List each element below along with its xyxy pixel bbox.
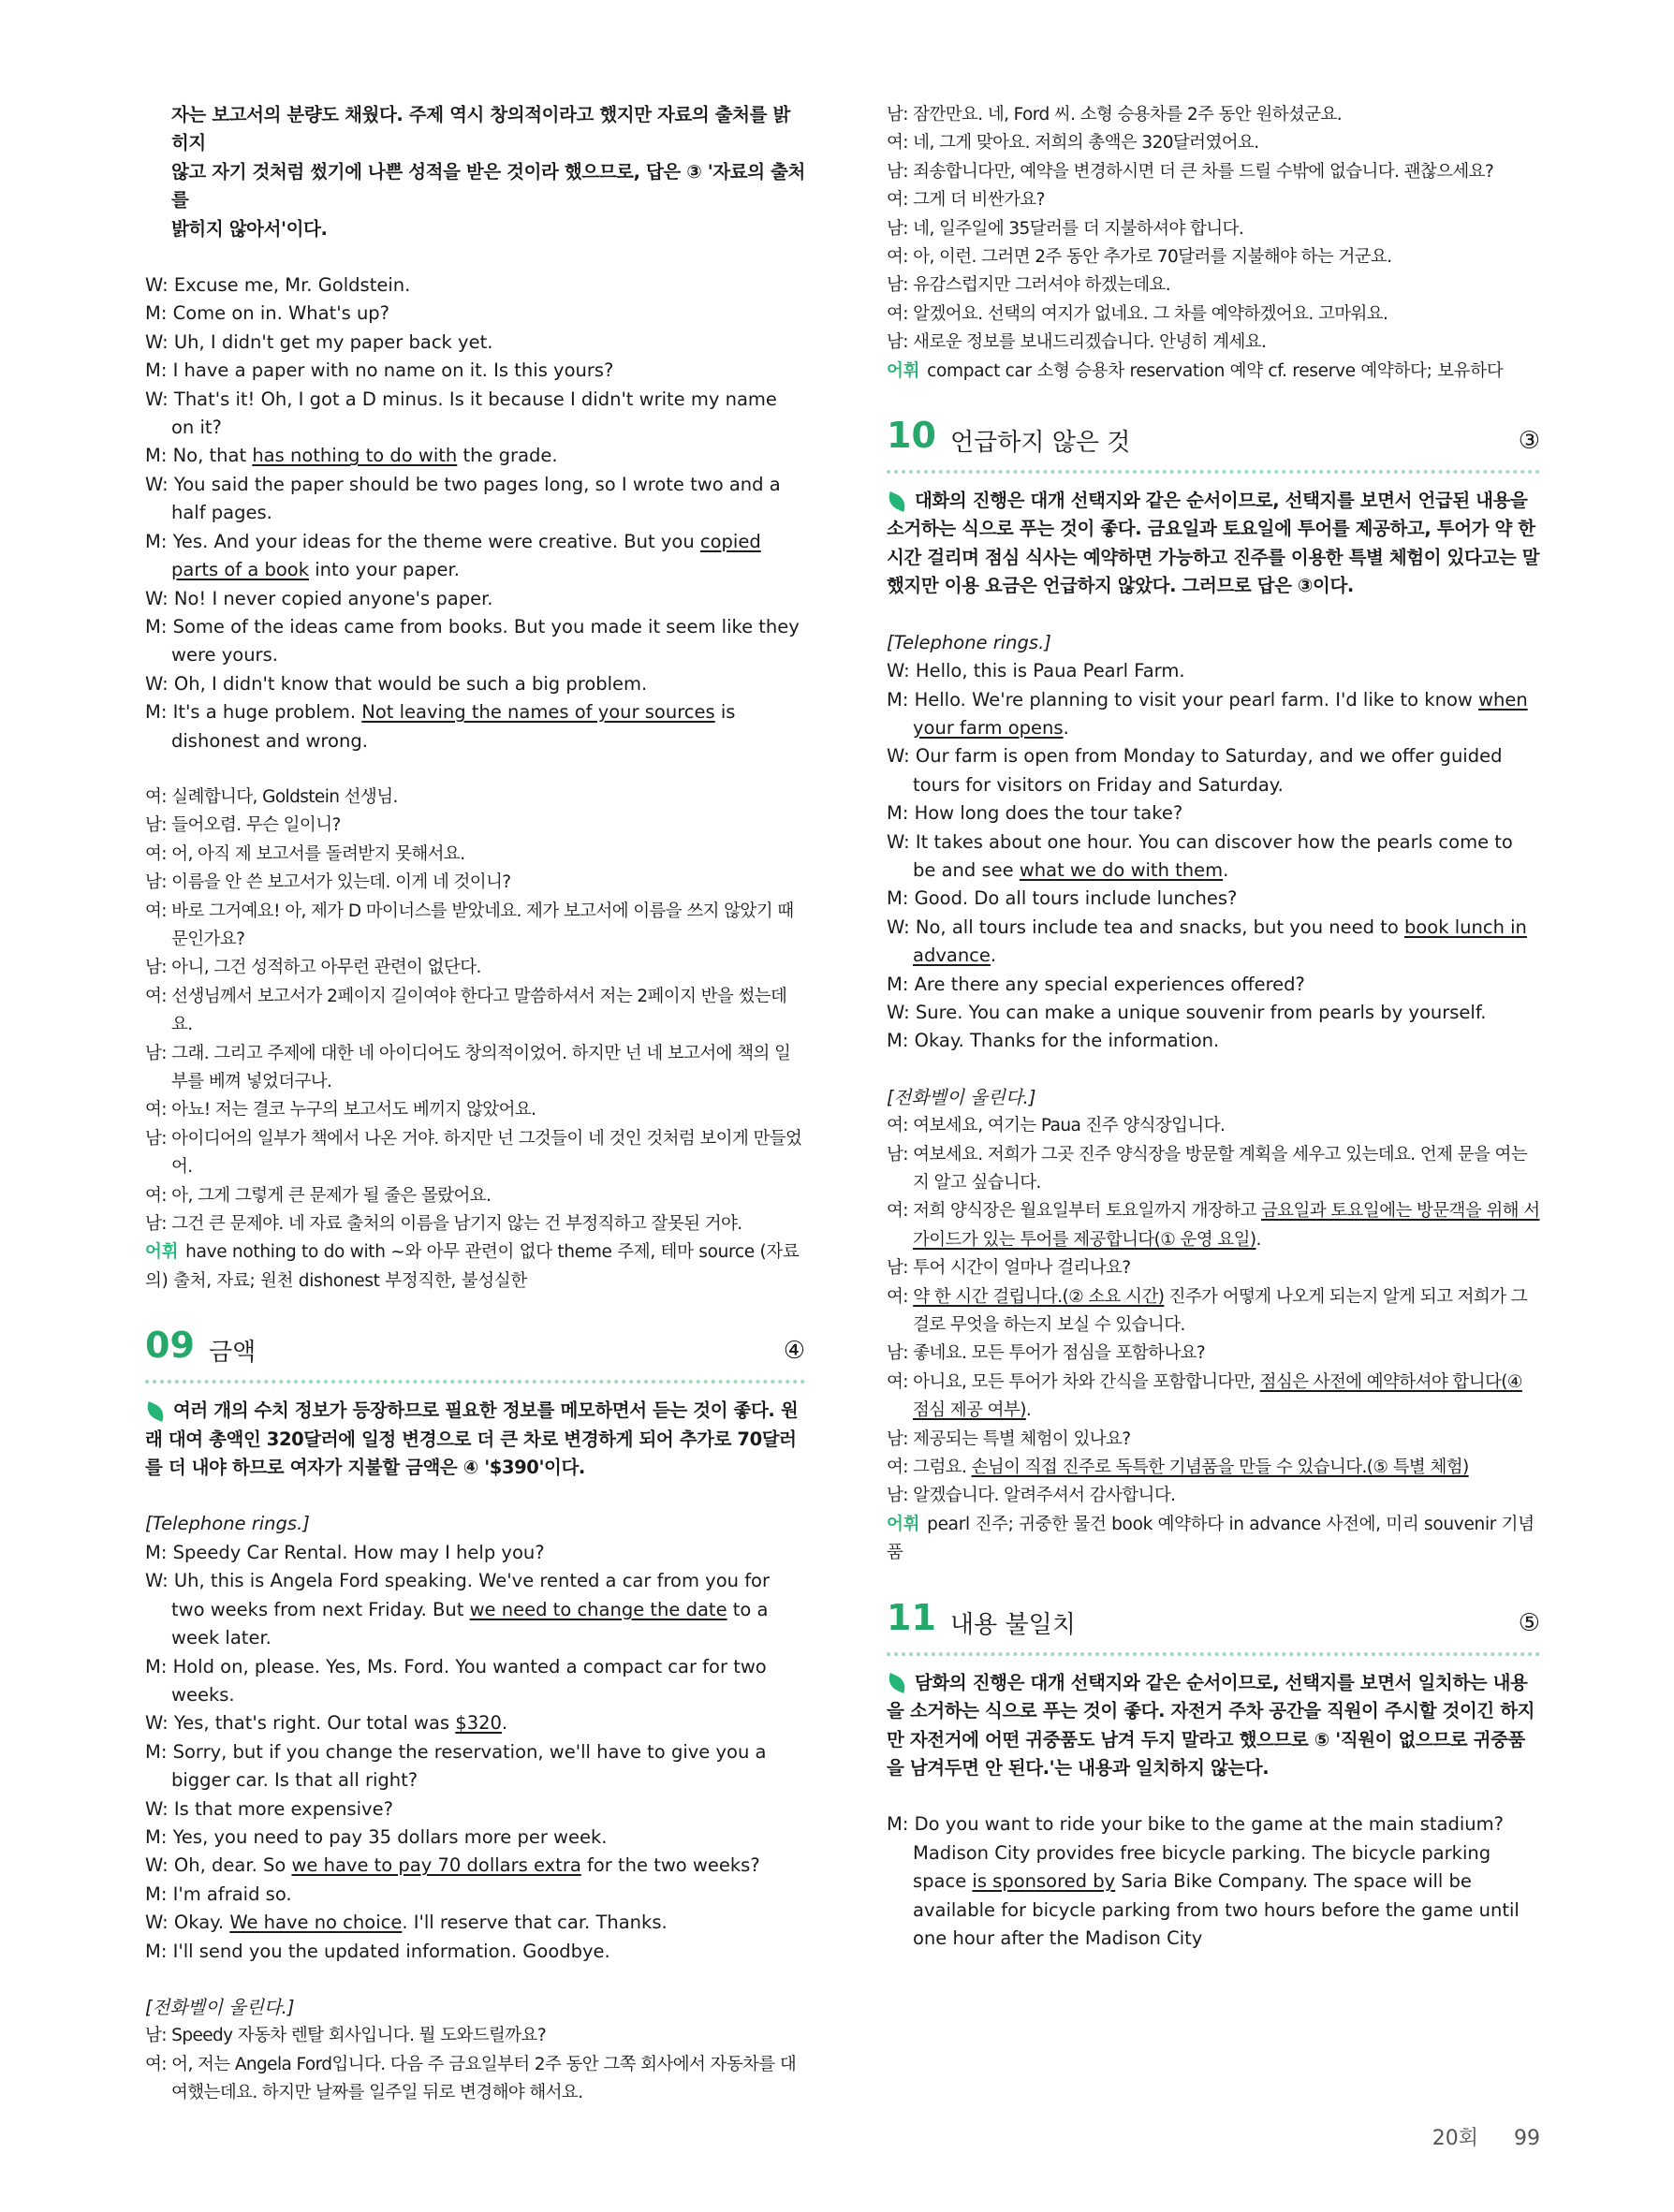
line-text: W: Okay. bbox=[145, 1912, 230, 1934]
line-text: M: I'll send you the updated information. Goodbye. bbox=[145, 1940, 610, 1962]
translation-line bbox=[887, 1141, 1540, 1198]
vocab-text: have nothing to do with ~와 아무 관련이 없다 theme 주제, 테마 source (자료의) 출처, 자료; 원천 dishonest 부정직한, 불성실한 bbox=[145, 1242, 800, 1291]
section-10-vocabulary bbox=[887, 1511, 1540, 1568]
translation-line: 남: Speedy 자동차 렌탈 회사입니다. 뭘 도와드릴까요? bbox=[145, 2026, 547, 2046]
underlined-key-phrase: is sponsored by bbox=[972, 1870, 1116, 1893]
section-08-korean-translation bbox=[145, 784, 805, 1239]
line-text: for the two weeks? bbox=[580, 1854, 760, 1877]
translation-line: 남: 아니, 그건 성적하고 아무런 관련이 없단다. bbox=[145, 958, 481, 978]
line-text: . bbox=[1025, 1400, 1032, 1421]
section-number: 10 bbox=[887, 415, 936, 457]
dialog-line bbox=[145, 1539, 805, 1567]
section-09-korean-translation-continued bbox=[887, 101, 1540, 358]
line-text: W: Our farm is open from Monday to Saturday, and we offer guided tours for visitors on Friday and Saturday. bbox=[887, 745, 1503, 796]
left-column bbox=[145, 101, 805, 2108]
dialog-line bbox=[887, 742, 1540, 799]
vocab-label: 어휘 bbox=[887, 1514, 920, 1534]
line-text: the grade. bbox=[457, 445, 558, 467]
translation-line: 여: 그게 더 비싼가요? bbox=[887, 190, 1045, 211]
explanation-text: 여러 개의 수치 정보가 등장하므로 필요한 정보를 메모하면서 듣는 것이 좋다. 원래 대여 총액인 320달러에 일정 변경으로 더 큰 차로 변경하게 되어 추가로 70달러를 더 내야 하므로 여자가 지불할 금액은 ④ '$390'이다. bbox=[145, 1399, 799, 1479]
dialog-line bbox=[145, 442, 805, 470]
translation-line: 여: 바로 그거예요! 아, 제가 D 마이너스를 받았네요. 제가 보고서에 이름을 쓰지 않았기 때문인가요? bbox=[145, 901, 794, 949]
vocab-text: compact car 소형 승용차 reservation 예약 cf. reserve 예약하다; 보유하다 bbox=[927, 360, 1504, 381]
dialog-line bbox=[145, 585, 805, 613]
underlined-key-phrase: 금요일과 토요일에는 방문객을 위해 서 가이드가 있는 투어를 제공합니다(① 운영 요일) bbox=[913, 1201, 1540, 1250]
line-text: M: Hello. We're planning to visit your pearl farm. I'd like to know bbox=[887, 688, 1479, 710]
section-number: 11 bbox=[887, 1596, 936, 1638]
line-text: W: Yes, that's right. Our total was bbox=[145, 1712, 456, 1735]
section-09-header bbox=[145, 1325, 805, 1384]
line-text: W: Hello, this is Paua Pearl Farm. bbox=[887, 660, 1185, 682]
section-10-korean-translation bbox=[887, 1112, 1540, 1511]
line-text: . bbox=[1223, 858, 1229, 881]
underlined-key-phrase: $320 bbox=[455, 1712, 502, 1735]
line-text: W: Uh, I didn't get my paper back yet. bbox=[145, 330, 493, 353]
translation-line bbox=[887, 1340, 1540, 1368]
line-text: W: Uh, this is Angela Ford speaking. We've rented a car from you for two weeks from next Friday. But bbox=[145, 1570, 771, 1620]
page-footer bbox=[1397, 2122, 1540, 2151]
leaf-icon bbox=[143, 1401, 168, 1422]
dialog-line bbox=[145, 698, 805, 755]
line-text: M: Yes. And your ideas for the theme were creative. But you bbox=[145, 530, 700, 552]
translation-line: 남: 유감스럽지만 그러셔야 하겠는데요. bbox=[887, 275, 1171, 296]
dialog-line bbox=[145, 1709, 805, 1737]
line-text: 남: 여보세요. 저희가 그곳 진주 양식장을 방문할 계획을 세우고 있는데요. 언제 문을 여는지 알고 싶습니다. bbox=[887, 1144, 1528, 1193]
dialog-line bbox=[145, 613, 805, 670]
section-11-explanation bbox=[887, 1669, 1540, 1783]
translation-line bbox=[887, 1454, 1540, 1482]
section-08-english-dialog bbox=[145, 271, 805, 755]
line-text: 여: 저희 양식장은 월요일부터 토요일까지 개장하고 bbox=[887, 1201, 1262, 1222]
line-text: 남: 알겠습니다. 알려주셔서 감사합니다. bbox=[887, 1486, 1176, 1506]
stage-direction-korean: [전화벨이 울린다.] bbox=[887, 1086, 1036, 1108]
translation-line bbox=[887, 1426, 1540, 1454]
line-text: W: Oh, I didn't know that would be such a big problem. bbox=[145, 672, 648, 695]
translation-line: 여: 실례합니다, Goldstein 선생님. bbox=[145, 786, 398, 807]
line-text: M: How long does the tour take? bbox=[887, 802, 1183, 825]
translation-line bbox=[887, 1197, 1540, 1254]
translation-line: 남: 죄송합니다만, 예약을 변경하시면 더 큰 차를 드릴 수밖에 없습니다. 괜찮으세요? bbox=[887, 161, 1494, 182]
translation-line: 여: 네, 그게 맞아요. 저희의 총액은 320달러였어요. bbox=[887, 133, 1259, 154]
translation-line: 남: 이름을 안 쓴 보고서가 있는데. 이게 네 것이니? bbox=[145, 872, 511, 893]
line-text: . bbox=[990, 945, 997, 967]
line-text: into your paper. bbox=[309, 559, 460, 581]
line-text: M: I'm afraid so. bbox=[145, 1882, 292, 1905]
line-text: M: Yes, you need to pay 35 dollars more per week. bbox=[145, 1825, 608, 1848]
translation-line: 남: 네, 일주일에 35달러를 더 지불하셔야 합니다. bbox=[887, 218, 1244, 239]
underlined-key-phrase: book lunch in advance bbox=[913, 916, 1527, 967]
line-text: . I'll reserve that car. Thanks. bbox=[402, 1912, 668, 1934]
explanation-text: 담화의 진행은 대개 선택지와 같은 순서이므로, 선택지를 보면서 일치하는 내용을 소거하는 식으로 푸는 것이 좋다. 자전거 주차 공간을 직원이 주시할 것이긴 하지만 자전거에 어떤 귀중품도 남겨 두지 말라고 했으므로 ⑤ '직원이 없으므로 귀중품을 남겨두면 안 된다.'는 내용과 일치하지 않는다. bbox=[887, 1671, 1535, 1779]
dialog-line bbox=[887, 799, 1540, 828]
explanation-text: 대화의 진행은 대개 선택지와 같은 순서이므로, 선택지를 보면서 언급된 내용을 소거하는 식으로 푸는 것이 좋다. 금요일과 토요일에 투어를 제공하고, 투어가 약 한 시간 걸리며 점심 식사는 예약하면 가능하고 진주를 이용한 특별 체험이 있다고는 말했지만 이용 요금은 언급하지 않았다. 그러므로 답은 ③이다. bbox=[887, 490, 1540, 597]
section-09-explanation bbox=[145, 1397, 805, 1482]
underlined-key-phrase: We have no choice bbox=[229, 1912, 403, 1934]
line-text: Saria Bike Company. The space will be available for bicycle parking from two hours before the game until one hour after the Madison City bbox=[913, 1870, 1520, 1949]
dialog-line bbox=[887, 828, 1540, 886]
page-number: 99 bbox=[1514, 2127, 1540, 2150]
dialog-line bbox=[145, 357, 805, 385]
translation-line: 남: 그래. 그리고 주제에 대한 네 아이디어도 창의적이었어. 하지만 넌 네 보고서에 책의 일부를 베껴 넣었더구나. bbox=[145, 1043, 791, 1091]
section-number: 09 bbox=[145, 1325, 195, 1367]
stage-direction: [Telephone rings.] bbox=[145, 1513, 310, 1535]
dialog-line bbox=[145, 1824, 805, 1852]
right-column bbox=[887, 101, 1540, 1953]
underlined-key-phrase: when your farm opens bbox=[913, 688, 1528, 739]
line-text: M: Hold on, please. Yes, Ms. Ford. You wanted a compact car for two weeks. bbox=[145, 1655, 767, 1706]
explanation-line: 않고 자기 것처럼 썼기에 나쁜 성적을 받은 것이라 했으므로, 답은 ③ '자료의 출처를 bbox=[171, 160, 805, 212]
dialog-line bbox=[887, 657, 1540, 685]
dialog-line bbox=[145, 528, 805, 585]
line-text: . bbox=[1256, 1229, 1261, 1250]
section-10-header bbox=[887, 415, 1540, 474]
translation-line bbox=[887, 1254, 1540, 1282]
dialog-line bbox=[145, 386, 805, 443]
leaf-icon bbox=[885, 491, 909, 512]
dialog-line bbox=[145, 1738, 805, 1795]
translation-line: 남: 새로운 정보를 보내드리겠습니다. 안녕히 계세요. bbox=[887, 332, 1267, 353]
line-text: M: Are there any special experiences offered? bbox=[887, 973, 1305, 995]
dialog-line bbox=[145, 471, 805, 528]
section-answer: ⑤ bbox=[1518, 1608, 1540, 1637]
section-09-korean-translation bbox=[145, 2022, 805, 2107]
dialog-line bbox=[145, 1567, 805, 1652]
dialog-line bbox=[145, 670, 805, 698]
line-text: M: Come on in. What's up? bbox=[145, 302, 390, 325]
translation-line bbox=[887, 1369, 1540, 1426]
vocab-label: 어휘 bbox=[887, 360, 920, 381]
line-text: W: No! I never copied anyone's paper. bbox=[145, 587, 493, 609]
line-text: M: No, that bbox=[145, 445, 253, 467]
translation-line: 남: 아이디어의 일부가 책에서 나온 거야. 하지만 넌 그것들이 네 것인 것처럼 보이게 만들었어. bbox=[145, 1128, 802, 1178]
line-text: . bbox=[501, 1712, 508, 1735]
line-text: M: Good. Do all tours include lunches? bbox=[887, 887, 1238, 910]
translation-line: 여: 아, 이런. 그러면 2주 동안 추가로 70달러를 지불해야 하는 거군요. bbox=[887, 247, 1392, 268]
underlined-key-phrase: Not leaving the names of your sources bbox=[361, 701, 715, 724]
dialog-line bbox=[145, 1852, 805, 1880]
section-10-english-dialog bbox=[887, 657, 1540, 1056]
underlined-key-phrase: 약 한 시간 걸립니다.(② 소요 시간) bbox=[913, 1286, 1165, 1307]
section-09-vocabulary bbox=[887, 358, 1540, 386]
section-title: 언급하지 않은 것 bbox=[950, 429, 1131, 458]
dialog-line bbox=[887, 885, 1540, 913]
section-08-vocabulary bbox=[145, 1238, 805, 1296]
line-text: W: Excuse me, Mr. Goldstein. bbox=[145, 274, 411, 297]
line-text: . bbox=[1063, 716, 1069, 739]
line-text: to a week later. bbox=[171, 1598, 769, 1649]
line-text: W: Is that more expensive? bbox=[145, 1797, 393, 1820]
underlined-key-phrase: has nothing to do with bbox=[252, 445, 458, 467]
line-text: M: Some of the ideas came from books. But you made it seem like they were yours. bbox=[145, 615, 800, 667]
section-10-explanation bbox=[887, 487, 1540, 601]
translation-line: 여: 선생님께서 보고서가 2페이지 길이여야 한다고 말씀하셔서 저는 2페이지 반을 썼는데요. bbox=[145, 986, 787, 1035]
line-text: 여: 아니요, 모든 투어가 차와 간식을 포함합니다만, bbox=[887, 1371, 1260, 1392]
explanation-line: 밝히지 않아서'이다. bbox=[171, 217, 328, 240]
dialog-line bbox=[145, 1909, 805, 1937]
line-text: is dishonest and wrong. bbox=[171, 701, 736, 752]
line-text: M: It's a huge problem. bbox=[145, 701, 362, 724]
dialog-line bbox=[887, 1810, 1540, 1953]
translation-line: 남: 그건 큰 문제야. 네 자료 출처의 이름을 남기지 않는 건 부정직하고 잘못된 거야. bbox=[145, 1214, 742, 1235]
dialog-line bbox=[887, 686, 1540, 743]
dialog-line bbox=[145, 1881, 805, 1909]
episode-label: 20회 bbox=[1432, 2127, 1478, 2150]
line-text: M: Do you want to ride your bike to the game at the main stadium? Madison City provides free bicycle parking. The bicycle parking space bbox=[887, 1813, 1504, 1893]
vocab-label: 어휘 bbox=[145, 1242, 179, 1263]
underlined-key-phrase: copied parts of a book bbox=[171, 530, 761, 581]
translation-line: 남: 들어오렴. 무슨 일이니? bbox=[145, 815, 341, 836]
line-text: M: Okay. Thanks for the information. bbox=[887, 1030, 1220, 1052]
dialog-line bbox=[145, 1653, 805, 1710]
dialog-line bbox=[145, 300, 805, 328]
underlined-key-phrase: we have to pay 70 dollars extra bbox=[291, 1854, 581, 1877]
section-11-header bbox=[887, 1596, 1540, 1656]
underlined-key-phrase: 손님이 직접 진주로 독특한 기념품을 만들 수 있습니다.(⑤ 특별 체험) bbox=[971, 1458, 1469, 1478]
translation-line bbox=[887, 1283, 1540, 1340]
explanation-line: 자는 보고서의 분량도 채웠다. 주제 역시 창의적이라고 했지만 자료의 출처를 밝히지 bbox=[171, 104, 790, 154]
underlined-key-phrase: 점심은 사전에 예약하셔야 합니다(④ 점심 제공 여부) bbox=[913, 1371, 1522, 1421]
line-text: M: Speedy Car Rental. How may I help you? bbox=[145, 1541, 545, 1563]
translation-line bbox=[887, 1482, 1540, 1510]
line-text: W: Oh, dear. So bbox=[145, 1854, 292, 1877]
dialog-line bbox=[887, 999, 1540, 1027]
line-text: 남: 투어 시간이 얼마나 걸리나요? bbox=[887, 1258, 1131, 1279]
section-answer: ③ bbox=[1518, 427, 1540, 456]
dialog-line bbox=[145, 1795, 805, 1824]
line-text: 여: bbox=[887, 1286, 914, 1307]
section-11-english-monologue bbox=[887, 1810, 1540, 1953]
line-text: 여: 여보세요, 여기는 Paua 진주 양식장입니다. bbox=[887, 1116, 1226, 1136]
line-text: M: I have a paper with no name on it. Is this yours? bbox=[145, 359, 614, 382]
translation-line: 여: 아뇨! 저는 결코 누구의 보고서도 베끼지 않았어요. bbox=[145, 1100, 536, 1121]
line-text: W: Sure. You can make a unique souvenir from pearls by yourself. bbox=[887, 1001, 1487, 1023]
translation-line: 여: 어, 아직 제 보고서를 돌려받지 못해서요. bbox=[145, 843, 465, 864]
line-text: 여: 그럼요. bbox=[887, 1458, 972, 1478]
section-title: 내용 불일치 bbox=[950, 1610, 1076, 1639]
dialog-line bbox=[145, 1938, 805, 1966]
translation-line: 여: 아, 그게 그렇게 큰 문제가 될 줄은 몰랐어요. bbox=[145, 1185, 492, 1206]
line-text: 남: 제공되는 특별 체험이 있나요? bbox=[887, 1428, 1131, 1449]
dialog-line bbox=[145, 329, 805, 357]
dialog-line bbox=[887, 1027, 1540, 1055]
section-09-english-dialog bbox=[145, 1539, 805, 1966]
underlined-key-phrase: we need to change the date bbox=[469, 1598, 727, 1620]
translation-line: 여: 알겠어요. 선택의 여지가 없네요. 그 차를 예약하겠어요. 고마워요. bbox=[887, 303, 1388, 324]
line-text: 진주가 어떻게 나오게 되는지 알게 되고 저희가 그걸로 무엇을 하는지 보실 수 있습니다. bbox=[913, 1286, 1528, 1336]
stage-direction: [Telephone rings.] bbox=[887, 631, 1051, 653]
line-text: M: Sorry, but if you change the reservation, we'll have to give you a bigger car. Is that all right? bbox=[145, 1740, 767, 1792]
translation-line: 여: 어, 저는 Angela Ford입니다. 다음 주 금요일부터 2주 동안 그쪽 회사에서 자동차를 대여했는데요. 하지만 날짜를 일주일 뒤로 변경해야 해서요. bbox=[145, 2054, 797, 2103]
dialog-line bbox=[887, 914, 1540, 971]
translation-line bbox=[887, 1112, 1540, 1140]
leaf-icon bbox=[885, 1673, 909, 1693]
section-08-explanation-tail bbox=[145, 101, 805, 243]
dialog-line bbox=[145, 271, 805, 300]
section-answer: ④ bbox=[783, 1337, 805, 1366]
vocab-text: pearl 진주; 귀중한 물건 book 예약하다 in advance 사전에, 미리 souvenir 기념품 bbox=[887, 1514, 1534, 1563]
dialog-line bbox=[887, 971, 1540, 999]
line-text: W: No, all tours include tea and snacks, but you need to bbox=[887, 916, 1404, 938]
translation-line: 남: 잠깐만요. 네, Ford 씨. 소형 승용차를 2주 동안 원하셨군요. bbox=[887, 105, 1343, 125]
stage-direction-korean: [전화벨이 울린다.] bbox=[145, 1996, 295, 2018]
line-text: 남: 좋네요. 모든 투어가 점심을 포함하나요? bbox=[887, 1343, 1206, 1364]
line-text: W: It takes about one hour. You can discover how the pearls come to be and see bbox=[887, 830, 1513, 881]
line-text: W: That's it! Oh, I got a D minus. Is it because I didn't write my name on it? bbox=[145, 388, 777, 439]
underlined-key-phrase: what we do with them bbox=[1019, 858, 1224, 881]
section-title: 금액 bbox=[209, 1339, 257, 1368]
line-text: W: You said the paper should be two pages long, so I wrote two and a half pages. bbox=[145, 473, 781, 524]
